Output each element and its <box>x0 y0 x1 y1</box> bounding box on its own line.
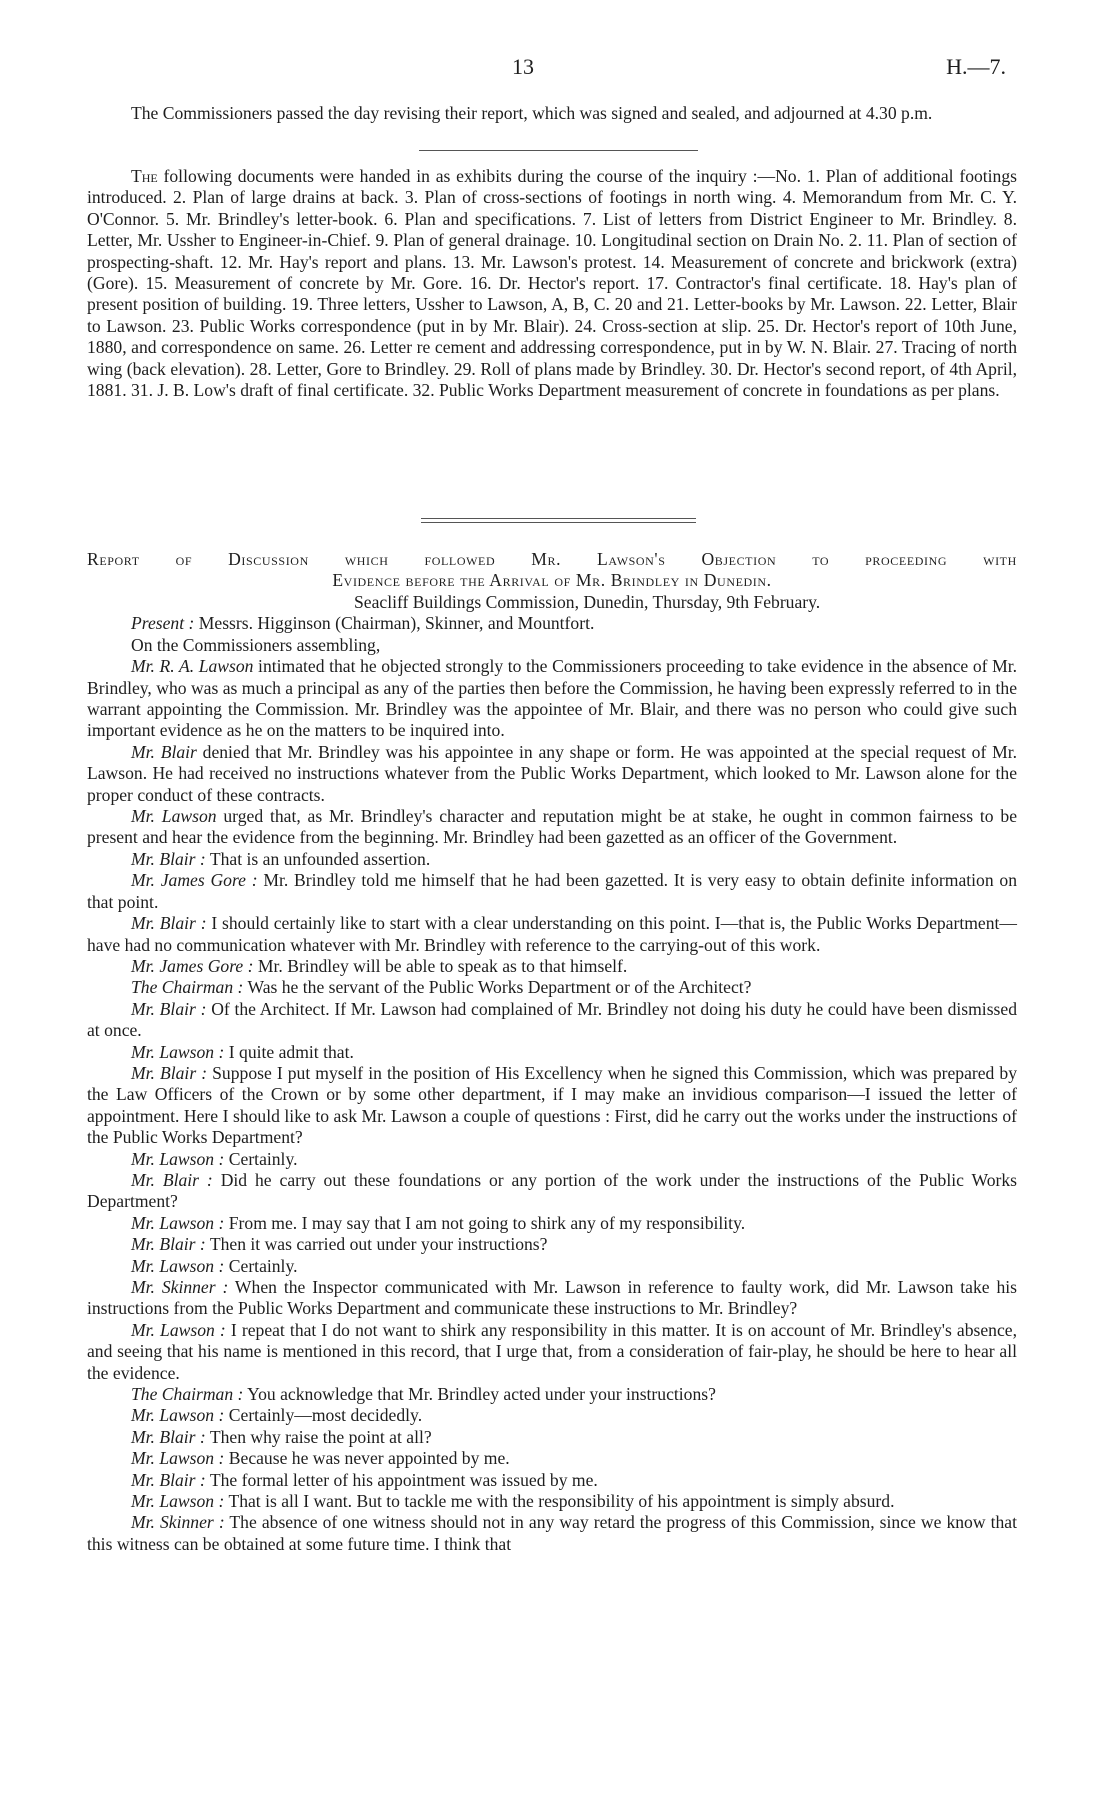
dialogue-paragraph <box>87 977 1017 998</box>
title-word: Report <box>87 549 140 569</box>
dialogue-paragraph <box>87 1063 1017 1149</box>
speaker-name: Mr. Lawson : <box>131 1041 225 1062</box>
speech-text: The absence of one witness should not in any way retard the progress of this Commission, since we know that this witness can be obtained at some future time. I think that <box>87 1512 1017 1554</box>
present-label: Present : <box>131 613 195 634</box>
speech-text: Then it was carried out under your instructions? <box>205 1234 548 1255</box>
page-number: 13 <box>512 54 534 79</box>
report-title-line-1 <box>87 549 1017 570</box>
dialogue-paragraph <box>87 1320 1017 1384</box>
dialogue-paragraph <box>87 1234 1017 1255</box>
speech-text: intimated that he objected strongly to the Commissioners proceeding to take evidence in the absence of Mr. Brindley, who was as much a principal as any of the parties then before the Commission, he having been expressly referred to in the warrant appointing the Commission. Mr. Brindley was the appointee of Mr. Blair, and there was no person who could give such important evidence as he on the matters to be inquired into. <box>87 656 1017 741</box>
speaker-name: Mr. Lawson : <box>131 1405 225 1426</box>
dialogue-paragraph <box>87 806 1017 849</box>
speaker-name: Mr. Blair : <box>131 1234 206 1255</box>
speaker-name: Mr. Lawson <box>131 806 217 827</box>
speaker-name: Mr. Blair : <box>131 998 207 1019</box>
speech-text: Was he the servant of the Public Works Department or of the Architect? <box>243 977 752 998</box>
speech-text: Mr. Brindley will be able to speak as to that himself. <box>253 955 628 976</box>
speech-text: That is an unfounded assertion. <box>205 848 431 869</box>
dialogue-paragraph <box>87 1149 1017 1170</box>
exhibits-section <box>87 166 1017 401</box>
title-word: Mr. <box>531 549 562 569</box>
exhibits-lead-word: The <box>131 166 158 186</box>
dialogue-paragraph <box>87 870 1017 913</box>
title-word: followed <box>424 549 496 569</box>
speaker-name: Mr. Blair <box>131 741 197 762</box>
dialogue-paragraph <box>87 956 1017 977</box>
title-word: Discussion <box>228 549 309 569</box>
dialogue-paragraph <box>87 1512 1017 1555</box>
speaker-name: Mr. Blair : <box>131 1469 206 1490</box>
speech-text: I repeat that I do not want to shirk any responsibility in this matter. It is on account of Mr. Brindley's absence, and seeing that his name is mentioned in this record, that I urge that, from a consideration of fair-play, he should be here to hear all the evidence. <box>87 1319 1017 1383</box>
exhibits-paragraph <box>87 166 1017 401</box>
dialogue-paragraph <box>87 742 1017 806</box>
document-code: H.—7. <box>946 54 1006 79</box>
speaker-name: Mr. Lawson : <box>131 1448 225 1469</box>
discussion-section <box>87 592 1017 1555</box>
speaker-name: Mr. Lawson : <box>131 1255 225 1276</box>
dialogue-paragraph <box>87 1491 1017 1512</box>
speaker-name: Mr. Blair : <box>131 1169 213 1190</box>
speech-text: I should certainly like to start with a clear understanding on this point. I—that is, the Public Works Department—have had no communication whatever with Mr. Brindley with reference to the carrying-out of this work. <box>87 913 1017 955</box>
double-divider-bottom <box>421 522 696 523</box>
speech-text: From me. I may say that I am not going to shirk any of my responsibility. <box>224 1212 746 1233</box>
title-word: with <box>983 549 1017 569</box>
dialogue-paragraph <box>87 656 1017 742</box>
dialogue-paragraph <box>87 1042 1017 1063</box>
dialogue-paragraph <box>87 1170 1017 1213</box>
speech-text: Mr. Brindley told me himself that he had been gazetted. It is very easy to obtain definite information on that point. <box>87 870 1017 912</box>
speaker-name: Mr. Skinner : <box>131 1277 229 1297</box>
present-line <box>87 613 1017 634</box>
title-word: which <box>344 549 389 569</box>
dialogue-paragraph <box>87 1470 1017 1491</box>
speaker-name: Mr. Blair : <box>131 1062 208 1083</box>
speech-text: urged that, as Mr. Brindley's character and reputation might be at stake, he ought in common fairness to be present and hear the evidence from the beginning. Mr. Brindley had been gazetted as an officer of the Government. <box>87 806 1017 848</box>
dialogue-paragraph <box>87 1384 1017 1405</box>
title-word: Objection <box>701 549 777 569</box>
speech-text: Because he was never appointed by me. <box>224 1448 510 1469</box>
speech-text: Suppose I put myself in the position of His Excellency when he signed this Commission, which was prepared by the Law Officers of the Crown or by some other department, if I may make an invidious comparison—I issued the letter of appointment. Here I should like to ask Mr. Lawson a couple of questions : First, did he carry out the works under the instructions of the Public Works Department? <box>87 1062 1018 1148</box>
speaker-name: Mr. Blair : <box>131 1426 206 1447</box>
speech-text: Certainly. <box>224 1255 298 1276</box>
speech-text: Certainly. <box>224 1148 298 1169</box>
place-date-line: Seacliff Buildings Commission, Dunedin, Thursday, 9th February. <box>354 592 821 612</box>
speech-text: Did he carry out these foundations or any portion of the work under the instructions of the Public Works Department? <box>87 1169 1017 1212</box>
speech-text: denied that Mr. Brindley was his appointee in any shape or form. He was appointed at the special request of Mr. Lawson. He had received no instructions whatever from the Public Works Department, which looked to Mr. Lawson alone for the proper conduct of these contracts. <box>87 741 1018 805</box>
report-title-line-2: Evidence before the Arrival of Mr. Brindley in Dunedin. <box>332 570 772 591</box>
page-header <box>0 46 1114 86</box>
dialogue-paragraph <box>87 1277 1017 1320</box>
speaker-name: Mr. Skinner : <box>131 1512 225 1533</box>
speech-text: That is all I want. But to tackle me with the responsibility of his appointment is simply absurd. <box>224 1491 895 1512</box>
title-word: Lawson's <box>597 549 666 569</box>
speaker-name: Mr. James Gore : <box>131 870 258 891</box>
speaker-name: Mr. Lawson : <box>131 1148 225 1169</box>
dialogue-paragraph <box>87 1405 1017 1426</box>
dialogue-paragraph <box>87 1256 1017 1277</box>
report-title <box>87 549 1017 592</box>
present-text: Messrs. Higginson (Chairman), Skinner, and Mountfort. <box>194 613 595 634</box>
exhibits-text: following documents were handed in as exhibits during the course of the inquiry :—No. 1. Plan of additional footings introduced. 2. Plan of large drains at back. 3. Plan of cross-sections of footings in north wing. 4. Memorandum from Mr. C. Y. O'Connor. 5. Mr. Brindley's letter-book. 6. Plan and specifications. 7. List of letters from District Engineer to Mr. Brindley. 8. Letter, Mr. Ussher to Engineer-in-Chief. 9. Plan of general drainage. 10. Longitudinal section on Drain No. 2. 11. Plan of section of prospecting-shaft. 12. Mr. Hay's report and plans. 13. Mr. Lawson's protest. 14. Measurement of concrete and brickwork (extra) (Gore). 15. Measurement of concrete by Mr. Gore. 16. Dr. Hector's report. 17. Contractor's final certificate. 18. Hay's plan of present position of building. 19. Three letters, Ussher to Lawson, A, B, C. 20 and 21. Letter-books by Mr. Lawson. 22. Letter, Blair to Lawson. 23. Public Works correspondence (put in by Mr. Blair). 24. Cross-section at slip. 25. Dr. Hector's report of 10th June, 1880, and correspondence on same. 26. Letter re cement and addressing correspondence, put in by W. N. Blair. 27. Tracing of north wing (back elevation). 28. Letter, Gore to Brindley. 29. Roll of plans made by Brindley. 30. Dr. Hector's second report, of 4th April, 1881. 31. J. B. Low's draft of final certificate. 32. Public Works Department measurement of concrete in foundations as per plans. <box>87 166 1017 401</box>
speech-text: Of the Architect. If Mr. Lawson had complained of Mr. Brindley not doing his duty he could have been dismissed at once. <box>87 998 1017 1041</box>
dialogue-paragraph <box>87 1448 1017 1469</box>
speech-text: Then why raise the point at all? <box>205 1426 432 1447</box>
speaker-name: Mr. R. A. Lawson <box>131 656 254 677</box>
title-word: of <box>175 549 193 569</box>
dialogue <box>87 656 1017 1555</box>
opening-section <box>87 103 1017 124</box>
dialogue-paragraph <box>87 849 1017 870</box>
title-word: to <box>812 549 830 569</box>
double-divider-top <box>421 518 696 519</box>
dialogue-paragraph <box>87 913 1017 956</box>
dialogue-paragraph <box>87 1213 1017 1234</box>
dialogue-paragraph <box>87 1427 1017 1448</box>
speaker-name: Mr. Lawson : <box>131 1212 225 1233</box>
speech-text: The formal letter of his appointment was issued by me. <box>205 1469 598 1490</box>
speaker-name: Mr. James Gore : <box>131 955 254 976</box>
assembling-line: On the Commissioners assembling, <box>131 634 381 655</box>
title-word: proceeding <box>865 549 948 569</box>
dialogue-paragraph <box>87 999 1017 1042</box>
speaker-name: The Chairman : <box>131 1384 244 1405</box>
speech-text: You acknowledge that Mr. Brindley acted under your instructions? <box>243 1384 716 1405</box>
opening-paragraph: The Commissioners passed the day revising their report, which was signed and sealed, and adjourned at 4.30 p.m. <box>131 103 933 123</box>
short-divider <box>419 150 698 151</box>
speech-text: When the Inspector communicated with Mr. Lawson in reference to faulty work, did Mr. Lawson take his instructions from the Public Works Department and communicate these instructions to Mr. Brindley? <box>87 1277 1017 1319</box>
speaker-name: Mr. Blair : <box>131 913 207 934</box>
speaker-name: Mr. Blair : <box>131 848 206 869</box>
speaker-name: Mr. Lawson : <box>131 1319 226 1340</box>
speaker-name: The Chairman : <box>131 977 244 998</box>
speech-text: I quite admit that. <box>224 1041 354 1062</box>
speech-text: Certainly—most decidedly. <box>224 1405 423 1426</box>
speaker-name: Mr. Lawson : <box>131 1491 225 1512</box>
